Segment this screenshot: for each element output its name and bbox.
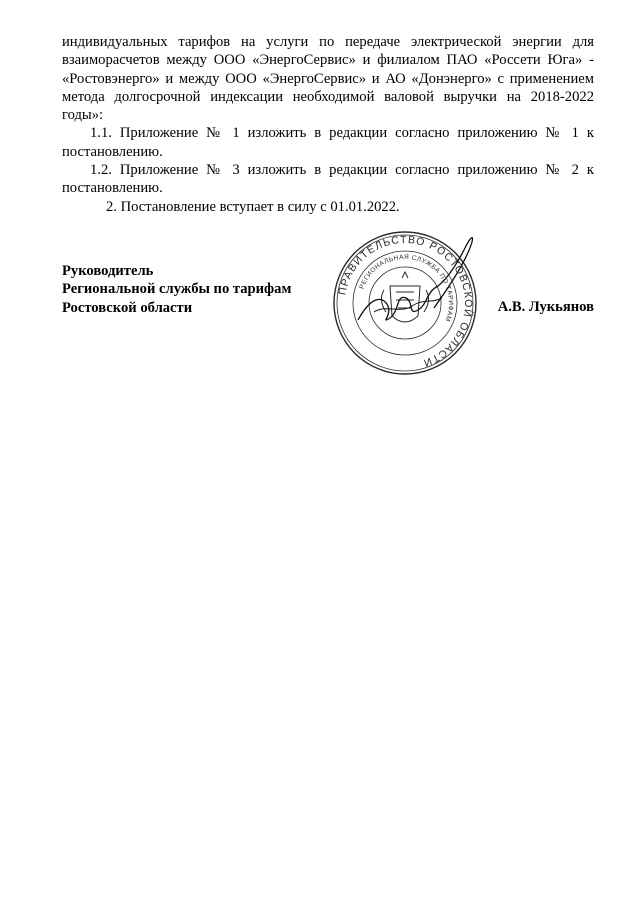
official-seal-icon (330, 228, 480, 378)
signatory-title-line-3: Ростовской области (62, 299, 193, 316)
document-body (62, 33, 594, 216)
signatory-name: А.В. Лукьянов (497, 299, 594, 315)
item-1-2: 1.2. Приложение № 3 изложить в редакции согласно приложению № 2 к постановлению. (62, 162, 594, 197)
item-2: 2. Постановление вступает в силу с 01.01.2022. (106, 198, 400, 215)
signatory-title-line-1: Руководитель (62, 263, 154, 279)
seal-inner-text: РЕГИОНАЛЬНАЯ СЛУЖБА ПО ТАРИФАМ (358, 253, 455, 323)
signatory-title-line-2: Региональной службы по тарифам (62, 281, 292, 298)
item-1-1: 1.1. Приложение № 1 изложить в редакции согласно приложению № 1 к постановлению. (62, 125, 594, 160)
seal-outer-text: ПРАВИТЕЛЬСТВО РОСТОВСКОЙ ОБЛАСТИ (336, 233, 475, 370)
signatory-title (62, 262, 291, 317)
intro-paragraph: индивидуальных тарифов на услуги по передаче электрической энергии для взаиморасчетов между ООО «ЭнергоСервис» и филиалом ПАО «Россети Юга» - «Ростовэнерго» и между ООО «ЭнергоСервис» и АО «Донэнерго» с применением метода долгосрочной индексации необходимой валовой выручки на 2018-2022 годы»: (62, 34, 594, 124)
